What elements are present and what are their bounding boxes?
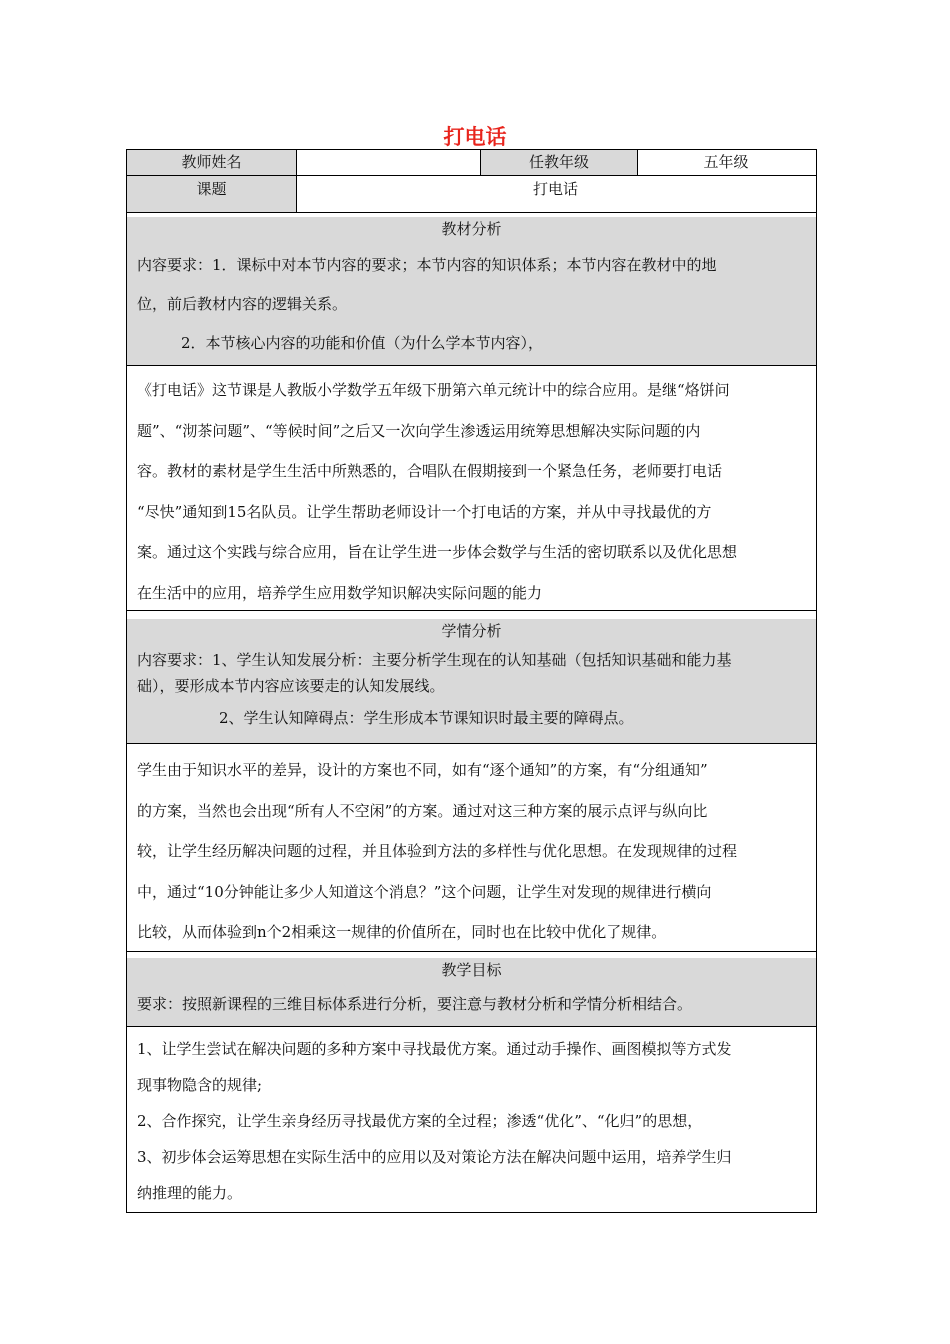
learner-body-line: 较，让学生经历解决问题的过程，并且体验到方法的多样性与优化思想。在发现规律的过程 (137, 842, 738, 860)
info-row-topic (127, 176, 816, 213)
material-analysis-body (127, 366, 816, 611)
grade-label-cell: 任教年级 (481, 150, 638, 175)
material-body-line: “尽快”通知到15名队员。让学生帮助老师设计一个打电话的方案，并从中寻找最优的方 (137, 502, 712, 521)
learner-requirement-1b: 础），要形成本节内容应该要走的认知发展线。 (137, 677, 445, 695)
material-body-line: 案。通过这个实践与综合应用，旨在让学生进一步体会数学与生活的密切联系以及优化思想 (137, 543, 738, 561)
learner-requirement-2: 2、学生认知障碍点：学生形成本节课知识时最主要的障碍点。 (219, 709, 634, 727)
learner-analysis-body (127, 744, 816, 952)
info-row-teacher (127, 150, 816, 176)
material-body-line: 题”、“沏茶问题”、“等候时间”之后又一次向学生渗透运用统筹思想解决实际问题的内 (137, 421, 701, 440)
teaching-goals-body (127, 1027, 816, 1213)
teaching-goals-requirement: 要求：按照新课程的三维目标体系进行分析，要注意与教材分析和学情分析相结合。 (137, 995, 693, 1013)
goal-line: 2、合作探究，让学生亲身经历寻找最优方案的全过程；渗透“优化”、“化归”的思想， (137, 1112, 703, 1130)
material-body-line: 在生活中的应用，培养学生应用数学知识解决实际问题的能力 (137, 583, 543, 602)
material-body-line: 《打电话》这节课是人教版小学数学五年级下册第六单元统计中的综合应用。是继“烙饼问 (137, 381, 730, 399)
learner-body-line: 的方案，当然也会出现“所有人不空闲”的方案。通过对这三种方案的展示点评与纵向比 (137, 801, 708, 820)
teacher-name-field (297, 150, 481, 175)
material-requirement-2: 2．本节核心内容的功能和价值（为什么学本节内容）， (181, 334, 544, 352)
lesson-plan-table (126, 149, 817, 1213)
material-requirement-1a: 内容要求：1．课标中对本节内容的要求；本节内容的知识体系；本节内容在教材中的地 (137, 256, 717, 274)
material-analysis-header (127, 217, 816, 366)
learner-requirement-1a: 内容要求：1、学生认知发展分析：主要分析学生现在的认知基础（包括知识基础和能力基 (137, 651, 732, 669)
material-analysis-heading: 教材分析 (441, 220, 502, 238)
material-requirement-1b: 位，前后教材内容的逻辑关系。 (137, 295, 348, 313)
topic-label-cell: 课题 (127, 176, 297, 212)
learner-body-line: 中，通过“10分钟能让多少人知道这个消息？”这个问题，让学生对发现的规律进行横向 (137, 882, 712, 901)
document-title: 打电话 (443, 125, 507, 149)
learner-body-line: 学生由于知识水平的差异，设计的方案也不同，如有“逐个通知”的方案，有“分组通知” (137, 761, 708, 779)
learner-body-line: 比较，从而体验到n个2相乘这一规律的价值所在，同时也在比较中优化了规律。 (137, 923, 667, 941)
grade-value-cell: 五年级 (703, 153, 749, 171)
goal-line: 1、让学生尝试在解决问题的多种方案中寻找最优方案。通过动手操作、画图模拟等方式发 (137, 1040, 732, 1058)
material-body-line: 容。教材的素材是学生生活中所熟悉的，合唱队在假期接到一个紧急任务，老师要打电话 (137, 462, 723, 480)
goal-line: 现事物隐含的规律; (137, 1076, 263, 1094)
teaching-goals-heading: 教学目标 (441, 961, 502, 979)
goal-line: 3、初步体会运筹思想在实际生活中的应用以及对策论方法在解决问题中运用，培养学生归 (137, 1148, 732, 1166)
learner-analysis-heading: 学情分析 (441, 622, 502, 640)
teacher-label-cell: 教师姓名 (127, 150, 297, 175)
teaching-goals-header (127, 958, 816, 1027)
topic-value-cell: 打电话 (532, 180, 578, 198)
goal-line: 纳推理的能力。 (137, 1184, 243, 1202)
learner-analysis-header (127, 619, 816, 744)
